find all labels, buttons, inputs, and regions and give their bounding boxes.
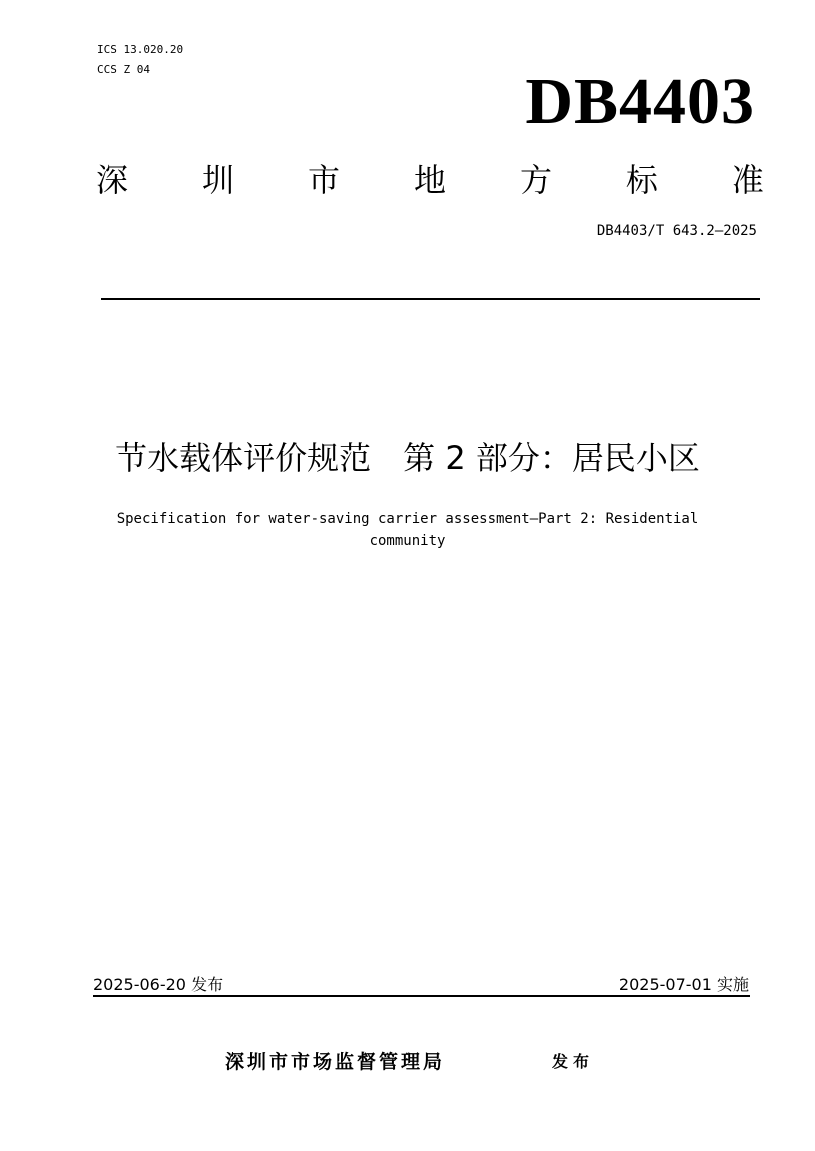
ccs-code: CCS Z 04 bbox=[97, 63, 150, 76]
standard-type-char: 标 bbox=[625, 161, 658, 199]
document-title-chinese: 节水载体评价规范 第 2 部分：居民小区 bbox=[115, 439, 700, 477]
standard-type-char: 地 bbox=[413, 161, 446, 199]
standard-type-char: 市 bbox=[307, 161, 340, 199]
standard-type-heading bbox=[96, 158, 764, 202]
ics-code: ICS 13.020.20 bbox=[97, 43, 184, 56]
implement-date: 2025-07-01 实施 bbox=[618, 975, 749, 994]
standard-type-char: 方 bbox=[519, 161, 552, 199]
standard-type-char: 圳 bbox=[201, 161, 234, 199]
footer-divider bbox=[93, 995, 750, 997]
issuing-authority: 深圳市市场监督管理局 bbox=[225, 1051, 446, 1073]
document-title-english: Specification for water-saving carrier assessment—Part 2: Residential community bbox=[116, 511, 699, 549]
db-code-heading: DB4403 bbox=[525, 65, 755, 138]
publish-date: 2025-06-20 发布 bbox=[93, 975, 224, 994]
header-divider bbox=[101, 298, 760, 300]
issued-label: 发布 bbox=[552, 1052, 595, 1071]
standard-number: DB4403/T 643.2—2025 bbox=[596, 223, 757, 239]
standard-type-char: 深 bbox=[96, 161, 129, 199]
standard-type-char: 准 bbox=[731, 161, 764, 199]
